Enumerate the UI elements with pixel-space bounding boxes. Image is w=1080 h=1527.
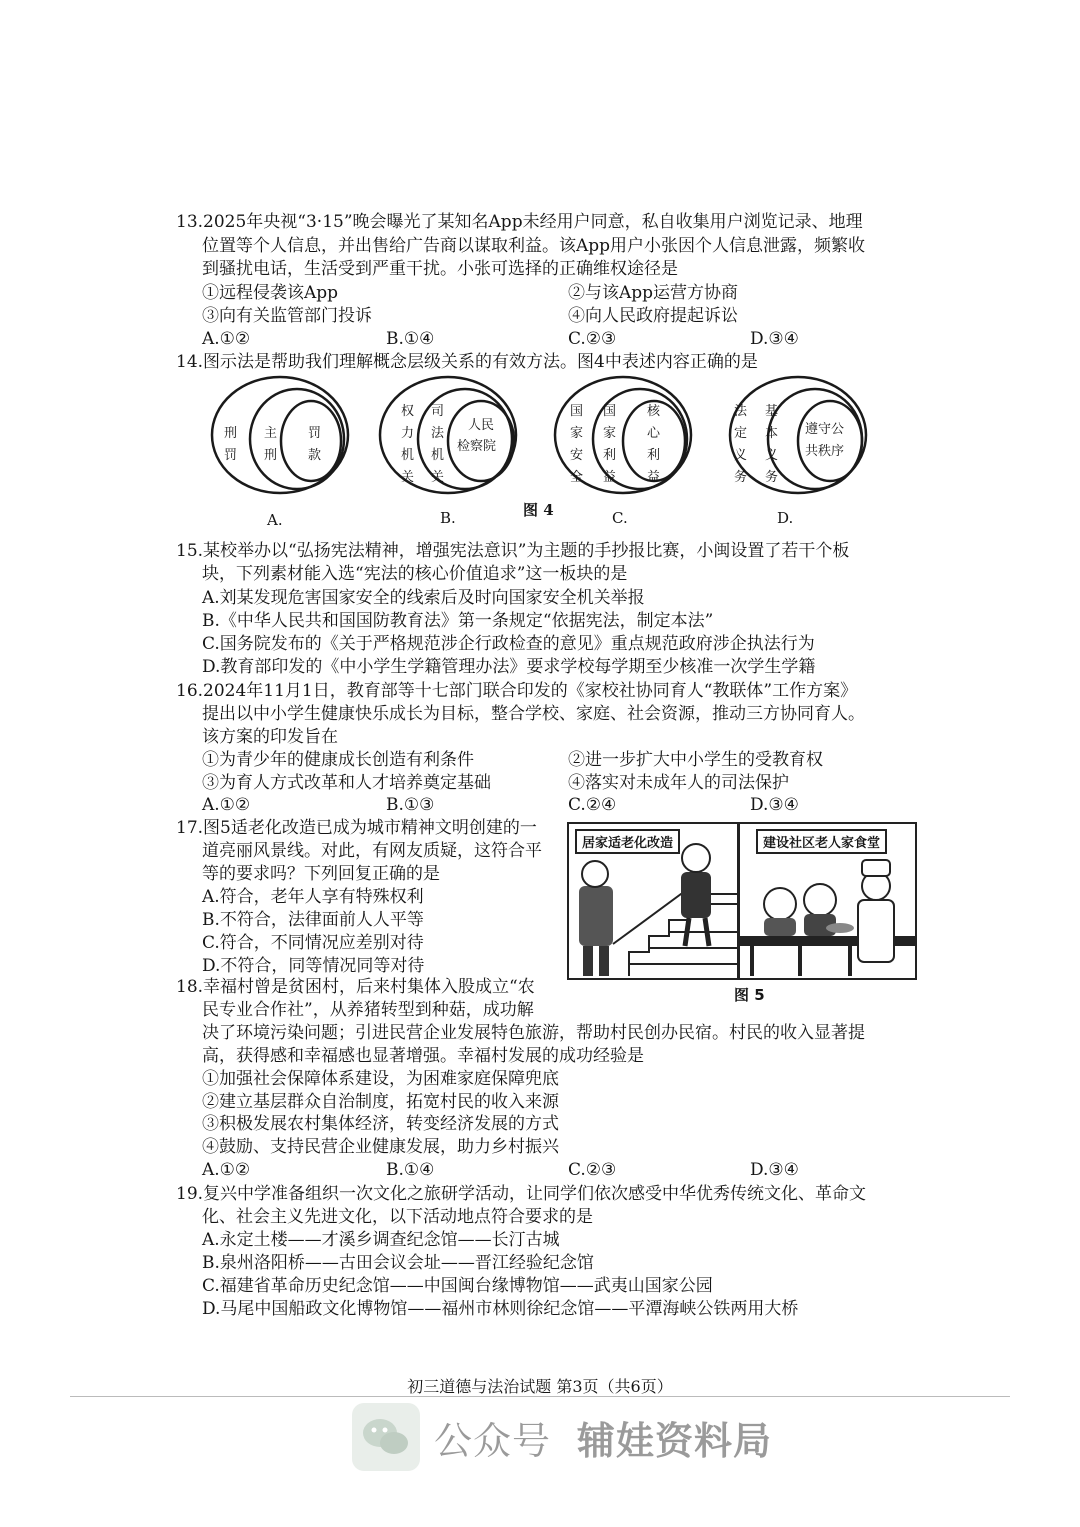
diag-c-middle-2: 家 (603, 426, 617, 441)
q19-stem-line: 19.复兴中学准备组织一次文化之旅研学活动，让同学们依次感受中华优秀传统文化、革命文 (176, 1184, 867, 1204)
q16-item: ①为青少年的健康成长创造有利条件 (202, 750, 474, 770)
q19-stem-line: 化、社会主义先进文化，以下活动地点符合要求的是 (202, 1207, 593, 1227)
diag-a-outer-2: 罚 (224, 448, 238, 463)
q16-item: ④落实对未成年人的司法保护 (568, 773, 789, 793)
q16-stem-line: 16.2024年11月1日，教育部等十七部门联合印发的《家校社协同育人“教联体”工作方案》 (176, 681, 858, 701)
q18-stem-line: 高，获得感和幸福感也显著增强。幸福村发展的成功经验是 (202, 1046, 644, 1066)
q13-item: ③向有关监管部门投诉 (202, 306, 372, 326)
diag-d-outer-2: 定 (734, 426, 748, 441)
page-footer: 初三道德与法治试题 第3页（共6页） (407, 1377, 673, 1396)
cartoon-panel-left (569, 824, 740, 978)
diag-d-middle-4: 务 (765, 470, 779, 485)
diag-d-outer-4: 务 (734, 470, 748, 485)
diag-d-outer-1: 法 (734, 404, 748, 419)
watermark-text (434, 1410, 772, 1465)
q16-item: ②进一步扩大中小学生的受教育权 (568, 750, 823, 770)
diag-b-inner-1: 人民 (468, 418, 495, 433)
diag-b-middle-3: 机 (431, 448, 445, 463)
diag-c-outer-2: 家 (570, 426, 584, 441)
q13-choice-c: C.②③ (568, 329, 617, 349)
diag-b-middle-1: 司 (431, 404, 445, 419)
q15-stem-line: 块，下列素材能入选“宪法的核心价值追求”这一板块的是 (202, 564, 628, 584)
q16-item: ③为育人方式改革和人才培养奠定基础 (202, 773, 491, 793)
q16-choice-d: D.③④ (750, 795, 799, 815)
q16-stem-line: 提出以中小学生健康快乐成长为目标，整合学校、家庭、社会资源，推动三方协同育人。 (202, 704, 865, 724)
q13-item: ①远程侵袭该App (202, 283, 339, 303)
q17-choice-a: A.符合，老年人享有特殊权利 (202, 887, 424, 907)
diag-a-letter: A. (267, 511, 283, 529)
q17-choice-c: C.符合，不同情况应差别对待 (202, 933, 424, 953)
q13-item: ④向人民政府提起诉讼 (568, 306, 738, 326)
q17-stem-line: 道亮丽风景线。对此，有网友质疑，这符合平 (202, 841, 542, 861)
q15-choice-d: D.教育部印发的《中小学生学籍管理办法》要求学校每学期至少核准一次学生学籍 (202, 657, 816, 677)
diag-b-outer-3: 机 (401, 448, 415, 463)
diag-b-outer-1: 权 (401, 404, 415, 419)
diag-d-letter: D. (777, 509, 794, 527)
q15-stem-line: 15.某校举办以“弘扬宪法精神，增强宪法意识”为主题的手抄报比赛，小闽设置了若干个板 (176, 541, 850, 561)
diag-c-inner-3: 利 (647, 448, 661, 463)
diag-c-letter: C. (612, 509, 628, 527)
q18-choice-c: C.②③ (568, 1160, 617, 1180)
q16-choice-c: C.②④ (568, 795, 617, 815)
q15-choice-c: C.国务院发布的《关于严格规范涉企行政检查的意见》重点规范政府涉企执法行为 (202, 634, 815, 654)
q19-choice-b: B.泉州洛阳桥——古田会议会址——晋江经验纪念馆 (202, 1253, 594, 1273)
cartoon-right-title: 建设社区老人家食堂 (756, 829, 887, 854)
diag-d-inner-2: 共秩序 (805, 444, 845, 459)
diag-b-middle-2: 法 (431, 426, 445, 441)
q18-item: ③积极发展农村集体经济，转变经济发展的方式 (202, 1114, 559, 1134)
diag-c-middle-1: 国 (603, 404, 617, 419)
diag-d-inner-1: 遵守公 (805, 422, 845, 437)
diag-c-outer-3: 安 (570, 448, 584, 463)
q18-item: ①加强社会保障体系建设，为困难家庭保障兜底 (202, 1069, 559, 1089)
diag-b-inner-2: 检察院 (457, 439, 497, 454)
footer-divider (70, 1396, 1010, 1397)
q17-choice-d: D.不符合，同等情况同等对待 (202, 956, 425, 976)
q16-stem-line: 该方案的印发旨在 (202, 727, 338, 747)
q13-stem-line: 到骚扰电话，生活受到严重干扰。小张可选择的正确维权途径是 (202, 259, 678, 279)
figure-5-cartoon (567, 822, 917, 980)
q16-choice-b: B.①③ (386, 795, 435, 815)
q17-stem-line: 等的要求吗？下列回复正确的是 (202, 864, 440, 884)
diag-b-middle-4: 关 (431, 470, 445, 485)
diag-c-inner-2: 心 (647, 426, 661, 441)
q18-stem-line: 民专业合作社”，从养猪转型到种菇，成功解 (202, 1000, 534, 1020)
diag-b-outer-2: 力 (401, 426, 415, 441)
diag-a-inner-2: 款 (308, 448, 322, 463)
diag-c-middle-4: 益 (603, 470, 617, 485)
watermark-label: 公众号 (434, 1418, 552, 1463)
q18-item: ④鼓励、支持民营企业健康发展，助力乡村振兴 (202, 1137, 559, 1157)
figure-4-label: 图 4 (523, 501, 554, 519)
q18-stem-line: 决了环境污染问题；引进民营企业发展特色旅游，帮助村民创办民宿。村民的收入显著提 (202, 1023, 865, 1043)
q18-choice-d: D.③④ (750, 1160, 799, 1180)
q13-stem-line: 位置等个人信息，并出售给广告商以谋取利益。该App用户小张因个人信息泄露，频繁收 (202, 236, 866, 256)
diag-c-outer-1: 国 (570, 404, 584, 419)
diag-c-middle-3: 利 (603, 448, 617, 463)
q13-stem-line: 13.2025年央视“3·15”晚会曝光了某知名App未经用户同意，私自收集用户浏览记录、地理 (176, 212, 863, 232)
q18-choice-b: B.①④ (386, 1160, 435, 1180)
diag-a-outer-1: 刑 (224, 426, 238, 441)
q15-choice-b: B.《中华人民共和国国防教育法》第一条规定“依据宪法，制定本法” (202, 611, 714, 631)
q14-stem-line: 14.图示法是帮助我们理解概念层级关系的有效方法。图4中表述内容正确的是 (176, 352, 758, 372)
q19-choice-a: A.永定土楼——才溪乡调查纪念馆——长汀古城 (202, 1230, 560, 1250)
watermark-name: 辅娃资料局 (577, 1418, 773, 1463)
figure-5-label: 图 5 (734, 986, 765, 1004)
watermark (352, 1402, 772, 1472)
q13-choice-a: A.①② (202, 329, 251, 349)
diag-b-letter: B. (440, 509, 456, 527)
cartoon-panel-right (740, 824, 915, 978)
figure-4-diagram (205, 375, 885, 535)
diag-d-middle-2: 本 (765, 426, 779, 441)
q18-choice-a: A.①② (202, 1160, 251, 1180)
q19-choice-c: C.福建省革命历史纪念馆——中国闽台缘博物馆——武夷山国家公园 (202, 1276, 713, 1296)
q13-choice-b: B.①④ (386, 329, 435, 349)
q18-stem-line: 18.幸福村曾是贫困村，后来村集体入股成立“农 (176, 977, 535, 997)
q16-choice-a: A.①② (202, 795, 251, 815)
q18-item: ②建立基层群众自治制度，拓宽村民的收入来源 (202, 1092, 559, 1112)
diag-a-middle-2: 刑 (264, 448, 278, 463)
wechat-icon (352, 1403, 420, 1471)
q15-choice-a: A.刘某发现危害国家安全的线索后及时向国家安全机关举报 (202, 588, 645, 608)
diag-d-middle-3: 义 (765, 448, 779, 463)
q19-choice-d: D.马尾中国船政文化博物馆——福州市林则徐纪念馆——平潭海峡公铁两用大桥 (202, 1299, 799, 1319)
q13-choice-d: D.③④ (750, 329, 799, 349)
cartoon-left-title: 居家适老化改造 (575, 829, 680, 854)
q17-stem-line: 17.图5适老化改造已成为城市精神文明创建的一 (176, 818, 537, 838)
diag-d-outer-3: 义 (734, 448, 748, 463)
diag-b-outer-4: 关 (401, 470, 415, 485)
diag-d-middle-1: 基 (765, 404, 779, 419)
q17-choice-b: B.不符合，法律面前人人平等 (202, 910, 424, 930)
diag-c-inner-1: 核 (647, 404, 661, 419)
diag-c-inner-4: 益 (647, 470, 661, 485)
diag-a-middle-1: 主 (264, 426, 278, 441)
q13-item: ②与该App运营方协商 (568, 283, 739, 303)
diag-c-outer-4: 全 (570, 470, 584, 485)
diag-a-inner-1: 罚 (308, 426, 322, 441)
